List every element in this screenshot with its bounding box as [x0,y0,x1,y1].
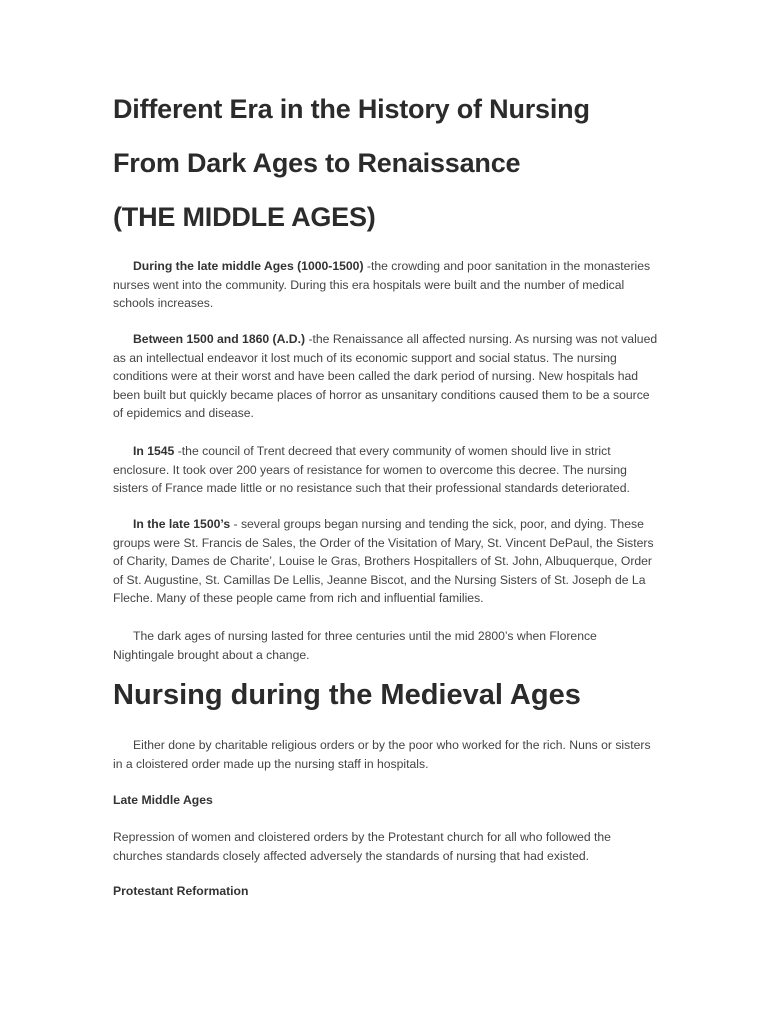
paragraph-text: Either done by charitable religious orders or by the poor who worked for the rich. Nuns or sisters in a cloistered order made up the nursing staff in hospitals. [113,738,651,771]
paragraph-lead: In 1545 [133,444,175,458]
paragraph-lead: During the late middle Ages (1000-1500) [133,259,364,273]
document-title-line-3: (THE MIDDLE AGES) [113,202,376,232]
paragraph-renaissance [113,330,658,423]
subheading-protestant-reformation: Protestant Reformation [113,884,249,898]
paragraph-1545 [113,442,658,498]
subheading-late-middle-ages: Late Middle Ages [113,793,213,807]
paragraph-text: -the council of Trent decreed that every community of women should live in strict enclosure. It took over 200 years of resistance for women to overcome this decree. The nursing sisters of France made little or no resistance such that their professional standards deteriorated. [113,444,630,496]
paragraph-dark-ages [113,627,658,664]
document-title-line-1: Different Era in the History of Nursing [113,94,590,124]
paragraph-lead: Between 1500 and 1860 (A.D.) [133,332,306,346]
section-heading: Nursing during the Medieval Ages [113,679,581,711]
paragraph-late-1500s [113,515,658,608]
paragraph-text: -the Renaissance all affected nursing. As nursing was not valued as an intellectual endeavor it lost much of its economic support and social status. The nursing conditions were at their worst and have been called the dark period of nursing. New hospitals had been built but quickly became places of horror as unsanitary conditions caused them to be a source of epidemics and disease. [113,332,658,421]
paragraph-text: -the crowding and poor sanitation in the monasteries nurses went into the community. During this era hospitals were built and the number of medical schools increases. [113,259,651,311]
paragraph-late-middle-ages [113,257,658,313]
document-title-line-2: From Dark Ages to Renaissance [113,148,521,178]
paragraph-repression: Repression of women and cloistered orders by the Protestant church for all who followed the churches standards closely affected adversely the standards of nursing that had existed. [113,830,611,863]
paragraph-text: - several groups began nursing and tending the sick, poor, and dying. These groups were St. Francis de Sales, the Order of the Visitation of Mary, St. Vincent DePaul, the Sisters of Charity, Dames de Charite’, Louise le Gras, Brothers Hospitallers of St. John, Albuquerque, Order of St. Augustine, St. Camillas De Lellis, Jeanne Biscot, and the Nursing Sisters of St. Joseph de La Fleche. Many of these people came from rich and influential families. [113,517,654,606]
paragraph-text: The dark ages of nursing lasted for three centuries until the mid 2800’s when Florence Nightingale brought about a change. [113,629,597,662]
paragraph-lead: In the late 1500’s [133,517,231,531]
section-intro [113,736,658,773]
